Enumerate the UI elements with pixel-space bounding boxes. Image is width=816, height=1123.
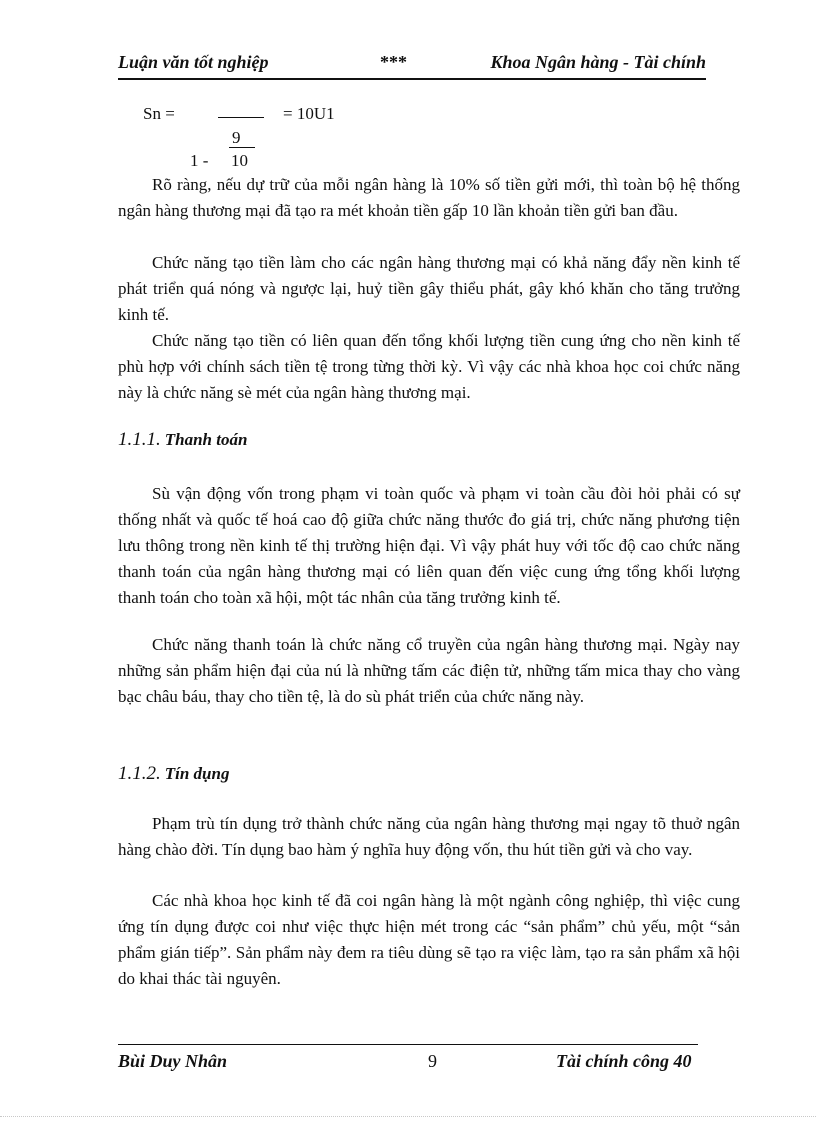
formula-lhs: Sn = [143, 104, 175, 123]
section-title: Thanh toán [164, 430, 248, 449]
section-heading-thanh-toan [118, 429, 247, 451]
footer-rule [118, 1044, 698, 1045]
footer-author: Bùi Duy Nhân [118, 1051, 228, 1071]
header-left-title: Luận văn tốt nghiệp [118, 52, 269, 72]
footer-class: Tài chính công 40 [556, 1051, 692, 1071]
paragraph-4: Sù vận động vốn trong phạm vi toàn quốc và phạm vi toàn cầu đòi hỏi phải có sự thống nhất và quốc tế hoá cao độ giữa chức năng thước đo giá trị, chức năng phương tiện lưu thông trong nền kinh tế thị trường hiện đại. Vì vậy phát huy với tốc độ cao chức năng thanh toán của ngân hàng thương mại có liên quan đến việc cung ứng tổng khối lượng thanh toán cho toàn xã hội, một tác nhân của tăng trưởng kinh tế. [118, 484, 740, 607]
section-number: 1.1.2. [118, 763, 161, 784]
paragraph-7: Các nhà khoa học kinh tế đã coi ngân hàng là một ngành công nghiệp, thì việc cung ứng tín dụng được coi như việc thực hiện mét trong các “sản phẩm” chủ yếu, một “sản phẩm gián tiếp”. Sản phẩm này đem ra tiêu dùng sẽ tạo ra việc làm, tạo ra sản phẩm xã hội do khai thác tài nguyên. [118, 891, 740, 988]
paragraph-6: Phạm trù tín dụng trở thành chức năng của ngân hàng thương mại ngay tõ thuở ngân hàng chào đời. Tín dụng bao hàm ý nghĩa huy động vốn, thu hút tiền gửi và cho vay. [118, 814, 740, 859]
page-bottom-dotted-rule [0, 1116, 816, 1117]
section-heading-tin-dung [118, 763, 229, 785]
formula-numerator: 9 [232, 128, 241, 147]
formula-denominator: 10 [231, 151, 248, 170]
formula-prefix: 1 - [190, 151, 209, 170]
formula-inner-fraction-bar [229, 147, 255, 148]
paragraph-1: Rõ ràng, nếu dự trữ của mỗi ngân hàng là 10% số tiền gửi mới, thì toàn bộ hệ thống ngân hàng thương mại đã tạo ra mét khoản tiền gấp 10 lần khoản tiền gửi ban đầu. [118, 175, 740, 220]
paragraph-5: Chức năng thanh toán là chức năng cổ truyền của ngân hàng thương mại. Ngày nay những sản phẩm hiện đại của nú là những tấm các điện tử, những tấm mica thay cho vàng bạc châu báu, thay cho tiền tệ, là do sù phát triển của chức năng này. [118, 635, 740, 706]
section-number: 1.1.1. [118, 429, 161, 450]
formula-result: = 10U1 [283, 104, 335, 123]
footer-page-number: 9 [428, 1051, 437, 1071]
header-separator: *** [380, 52, 407, 72]
paragraph-2: Chức năng tạo tiền làm cho các ngân hàng thương mại có khả năng đẩy nền kinh tế phát triển quá nóng và ngược lại, huỷ tiền gây thiểu phát, gây khó khăn cho tăng trưởng kinh tế. [118, 253, 740, 324]
header-right-title: Khoa Ngân hàng - Tài chính [490, 52, 706, 72]
formula-fraction-bar [218, 117, 264, 118]
page-header [118, 52, 706, 80]
section-title: Tín dụng [164, 764, 230, 783]
paragraph-3: Chức năng tạo tiền có liên quan đến tổng khối lượng tiền cung ứng cho nền kinh tế phù hợp với chính sách tiền tệ trong từng thời kỳ. Vì vậy các nhà khoa học coi chức năng này là chức năng sè mét của ngân hàng thương mại. [118, 331, 740, 402]
